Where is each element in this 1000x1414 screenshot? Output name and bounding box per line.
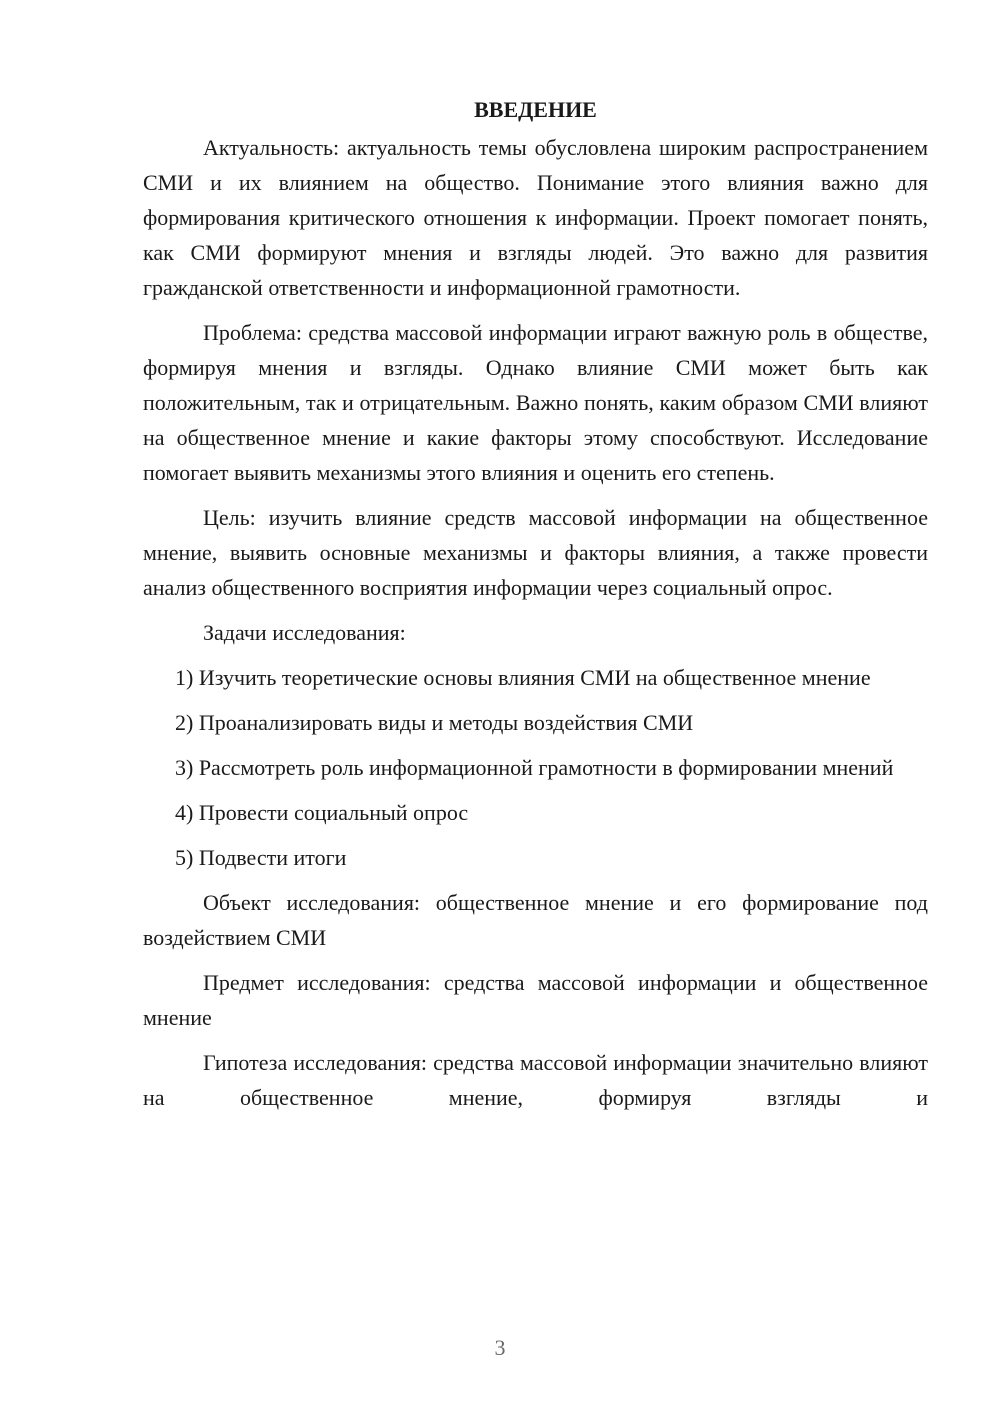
hypothesis-paragraph: Гипотеза исследования: средства массовой информации значительно влияют на общественное мнение, формируя взгляды и xyxy=(143,1050,928,1110)
page-content xyxy=(143,92,928,1115)
task-item-1: 1) Изучить теоретические основы влияния СМИ на общественное мнение xyxy=(175,665,871,690)
task-item-3: 3) Рассмотреть роль информационной грамотности в формировании мнений xyxy=(175,755,894,780)
section-title: ВВЕДЕНИЕ xyxy=(474,97,597,122)
page-number: 3 xyxy=(494,1335,506,1360)
relevance-paragraph: Актуальность: актуальность темы обусловлена широким распространением СМИ и их влиянием на общество. Понимание этого влияния важно для формирования критического отношения к информации. Проект помогает понять, как СМИ формируют мнения и взгляды людей. Это важно для развития гражданской ответственности и информационной грамотности. xyxy=(143,135,928,300)
tasks-heading: Задачи исследования: xyxy=(203,620,406,645)
task-item-2: 2) Проанализировать виды и методы воздействия СМИ xyxy=(175,710,694,735)
object-paragraph: Объект исследования: общественное мнение и его формирование под воздействием СМИ xyxy=(143,890,928,950)
task-item-5: 5) Подвести итоги xyxy=(175,845,347,870)
subject-paragraph: Предмет исследования: средства массовой информации и общественное мнение xyxy=(143,970,928,1030)
problem-paragraph: Проблема: средства массовой информации играют важную роль в обществе, формируя мнения и взгляды. Однако влияние СМИ может быть как положительным, так и отрицательным. Важно понять, каким образом СМИ влияют на общественное мнение и какие факторы этому способствуют. Исследование помогает выявить механизмы этого влияния и оценить его степень. xyxy=(143,320,928,485)
task-item-4: 4) Провести социальный опрос xyxy=(175,800,469,825)
goal-paragraph: Цель: изучить влияние средств массовой информации на общественное мнение, выявить основные механизмы и факторы влияния, а также провести анализ общественного восприятия информации через социальный опрос. xyxy=(143,505,928,600)
